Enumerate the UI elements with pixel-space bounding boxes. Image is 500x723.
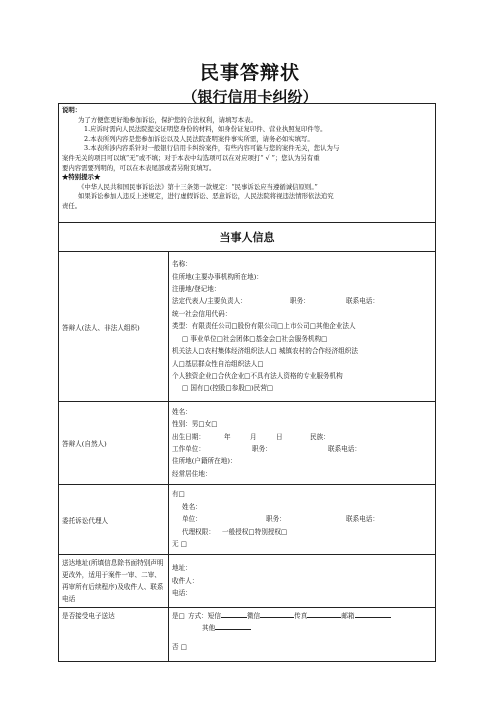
agent-authority-options[interactable]: 一般授权□特别授权□ <box>222 527 288 536</box>
agent-phone-field[interactable]: 联系电话： <box>346 515 379 524</box>
notes-item-3: 3.本表所涉内容系针对一般银行信用卡纠纷案件，有些内容可能与您的案件无关，您认为与 <box>84 144 340 153</box>
notes-item-2: 2.本表所列内容是您参加诉讼以及人民法院查明案件事实所需，请务必如实填写。 <box>84 134 314 143</box>
e-service-label: 是否接受电子送达 <box>59 608 169 662</box>
natural-defendant-row <box>59 402 436 485</box>
org-defendant-fields <box>169 252 436 402</box>
agent-has-checkbox[interactable]: 有□ <box>172 490 185 499</box>
org-rep-line <box>172 295 432 307</box>
tips-heading: ★特别提示★ <box>62 173 101 182</box>
org-type-line-4[interactable]: 人□基层群众性自治组织法人□ <box>172 359 264 368</box>
e-service-other-line <box>172 622 432 634</box>
e-service-fax-label: 传真 <box>294 612 308 620</box>
birth-day-label: 日 <box>276 432 283 441</box>
person-work-unit-field[interactable]: 工作单位： <box>172 445 205 453</box>
notes-heading: 说明： <box>62 106 82 114</box>
person-position-field[interactable]: 职务： <box>252 445 272 453</box>
other-blank[interactable] <box>215 622 251 630</box>
instructions-box <box>58 103 436 223</box>
wechat-blank[interactable] <box>260 610 294 618</box>
person-gender-field[interactable]: 性别：男□女□ <box>172 420 218 429</box>
notes-item-3-cont2: 要内容需要列明的，可以在本表尾部或者另附页填写。 <box>62 163 216 172</box>
document-title: 民事答辩状 <box>199 62 300 84</box>
agent-unit-field[interactable]: 单位： <box>182 515 202 524</box>
service-address-label: 送达地址(所填信息除书面特别声明更改外，适用于案件一审、二审、再审所有后续程序)及收件人、联系电话 <box>59 555 169 608</box>
service-address-row <box>59 555 436 608</box>
email-blank[interactable] <box>355 610 391 618</box>
e-service-method-label: 方式：短信 <box>188 612 221 620</box>
birth-year-label: 年 <box>224 432 231 441</box>
agent-name-field[interactable]: 姓名： <box>182 502 202 511</box>
person-work-line <box>172 443 432 455</box>
org-type-line-3[interactable]: 机关法人□农村集体经济组织法人□ 城镇农村的合作经济组织法 <box>172 347 358 356</box>
e-service-email-label: 邮箱 <box>341 612 355 620</box>
service-recipient-field[interactable]: 收件人： <box>172 576 199 585</box>
org-type-line-2[interactable]: □ 事业单位□社会团体□基金会□社会服务机构□ <box>182 334 328 343</box>
agent-unit-line <box>172 513 432 525</box>
agent-authority-line <box>172 526 432 538</box>
notes-intro: 为了方便您更好地参加诉讼，保护您的合法权利，请填写本表。 <box>78 115 257 124</box>
party-info-heading: 当事人信息 <box>58 222 436 252</box>
agent-row <box>59 485 436 555</box>
tip-2-cont: 责任。 <box>62 201 82 210</box>
org-phone-field[interactable]: 联系电话： <box>346 297 379 306</box>
agent-authority-label: 代理权限： <box>182 527 215 536</box>
org-position-field[interactable]: 职务： <box>290 297 310 306</box>
agent-fields <box>169 485 436 555</box>
notes-item-3-cont: 案件无关的项目可以填“无”或不填；对于本表中勾选项可以在对应项打“ √ ”；您认为另有重 <box>62 153 320 162</box>
person-phone-field[interactable]: 联系电话： <box>328 445 361 453</box>
agent-position-field[interactable]: 职务： <box>266 515 286 524</box>
e-service-other-label: 其他 <box>202 624 216 633</box>
agent-none-checkbox[interactable]: 无 □ <box>172 540 187 549</box>
natural-defendant-label: 答辩人(自然人) <box>59 402 169 485</box>
org-type-line-5[interactable]: 个人独资企业□合伙企业□不具有法人资格的专业服务机构 <box>172 371 343 380</box>
e-service-yes-checkbox[interactable]: 是□ <box>172 612 185 620</box>
org-type-line-1[interactable]: 类型：有限责任公司□股份有限公司□上市公司□其他企业法人 <box>172 322 356 331</box>
org-credit-code-field[interactable]: 统一社会信用代码： <box>172 309 232 318</box>
org-address-field[interactable]: 住所地(主要办事机构所在地)： <box>172 272 263 281</box>
agent-label: 委托诉讼代理人 <box>59 485 169 555</box>
org-type-line-6[interactable]: □ 国有□(控股□参股□)民营□ <box>182 384 274 393</box>
fax-blank[interactable] <box>307 610 341 618</box>
e-service-fields <box>169 608 436 662</box>
e-service-no-checkbox[interactable]: 否 □ <box>172 642 187 651</box>
org-name-field[interactable]: 名称： <box>172 260 192 269</box>
person-residence-field[interactable]: 经常居住地： <box>172 469 212 478</box>
notes-item-1: 1.应诉时需向人民法院提交证明您身份的材料，如身份证复印件、营业执照复印件等。 <box>84 125 327 134</box>
e-service-yes-line <box>172 610 432 622</box>
tip-1: 《中华人民共和国民事诉讼法》第十三条第一款规定：“民事诉讼应当遵循诚信原则。” <box>78 182 318 191</box>
sms-blank[interactable] <box>221 610 247 618</box>
person-birth-field[interactable]: 出生日期： <box>172 432 205 441</box>
service-phone-field[interactable]: 电话： <box>172 589 192 598</box>
document-subtitle: （银行信用卡纠纷） <box>182 88 318 106</box>
service-address-fields <box>169 555 436 608</box>
org-defendant-label: 答辩人(法人、非法人组织) <box>59 252 169 402</box>
natural-defendant-fields <box>169 402 436 485</box>
person-name-field[interactable]: 姓名： <box>172 407 192 416</box>
birth-month-label: 月 <box>250 432 257 441</box>
org-registered-field[interactable]: 注册地/登记地： <box>172 285 221 294</box>
tip-2: 如果诉讼参加人违反上述规定，进行虚假诉讼、恶意诉讼，人民法院将视违法情形依法追究 <box>78 192 334 201</box>
person-domicile-field[interactable]: 住所地(户籍所在地)： <box>172 457 237 466</box>
person-birth-line <box>172 431 432 443</box>
person-ethnicity-field[interactable]: 民族： <box>310 432 330 441</box>
party-info-table <box>58 251 436 662</box>
org-rep-field[interactable]: 法定代表人/主要负责人： <box>172 297 247 306</box>
org-defendant-row <box>59 252 436 402</box>
e-service-wechat-label: 微信 <box>246 612 261 620</box>
e-service-row <box>59 608 436 662</box>
service-address-field[interactable]: 地址： <box>172 564 192 573</box>
